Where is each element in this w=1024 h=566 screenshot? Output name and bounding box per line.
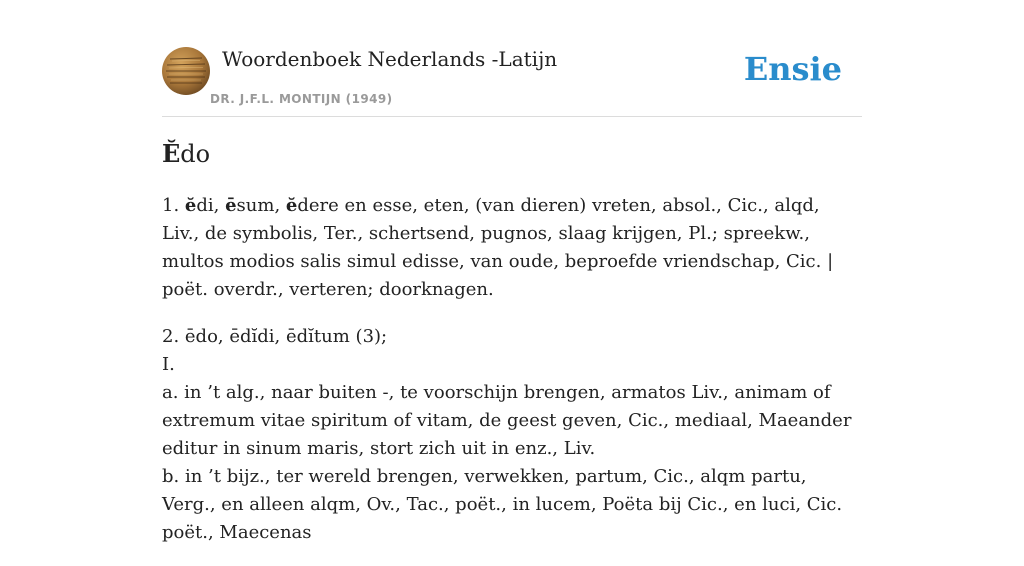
- bold-form: ē: [225, 195, 237, 216]
- engraved-stone-icon: [162, 47, 210, 95]
- definition-2-heading: 2. ēdo, ēdĭdi, ēdĭtum (3);: [162, 326, 388, 347]
- entry-title-rest: do: [180, 140, 211, 168]
- entry-title-first-letter: Ĕ: [162, 139, 181, 168]
- definition-text: sum,: [236, 195, 286, 216]
- book-cover-avatar[interactable]: [162, 47, 210, 95]
- author-label: DR. J.F.L. MONTIJN (1949): [210, 92, 393, 106]
- ensie-logo-link[interactable]: Ensie: [743, 50, 842, 88]
- definition-2: [162, 323, 862, 547]
- definition-2a: a. in ’t alg., naar buiten -, te voorschijn brengen, armatos Liv., animam of extremum vitae spiritum of vitam, de geest geven, Cic., mediaal, Maeander editur in sinum maris, stort zich uit in enz., Liv.: [162, 382, 852, 459]
- definition-text: di,: [196, 195, 226, 216]
- bold-form: ĕ: [184, 195, 197, 216]
- entry-content: [162, 192, 862, 566]
- header: [162, 46, 862, 117]
- definition-1: [162, 192, 862, 304]
- definition-2-section: I.: [162, 354, 175, 375]
- definition-2b: b. in ’t bijz., ter wereld brengen, verwekken, partum, Cic., alqm partu, Verg., en alleen alqm, Ov., Tac., poët., in lucem, Poëta bij Cic., en luci, Cic. poët., Maecenas: [162, 466, 843, 543]
- entry-title: [162, 138, 210, 170]
- dictionary-title[interactable]: Woordenboek Nederlands -Latijn: [222, 47, 558, 71]
- definition-number: 1.: [162, 195, 185, 216]
- definition-text: dere en esse, eten, (van dieren) vreten, absol., Cic., alqd, Liv., de symbolis, Ter., schertsend, pugnos, slaag krijgen, Pl.; spreekw., multos modios salis simul edisse, van oude, beproefde vriendschap, Cic. | poët. overdr., verteren; doorknagen.: [162, 195, 834, 300]
- bold-form: ĕ: [285, 195, 298, 216]
